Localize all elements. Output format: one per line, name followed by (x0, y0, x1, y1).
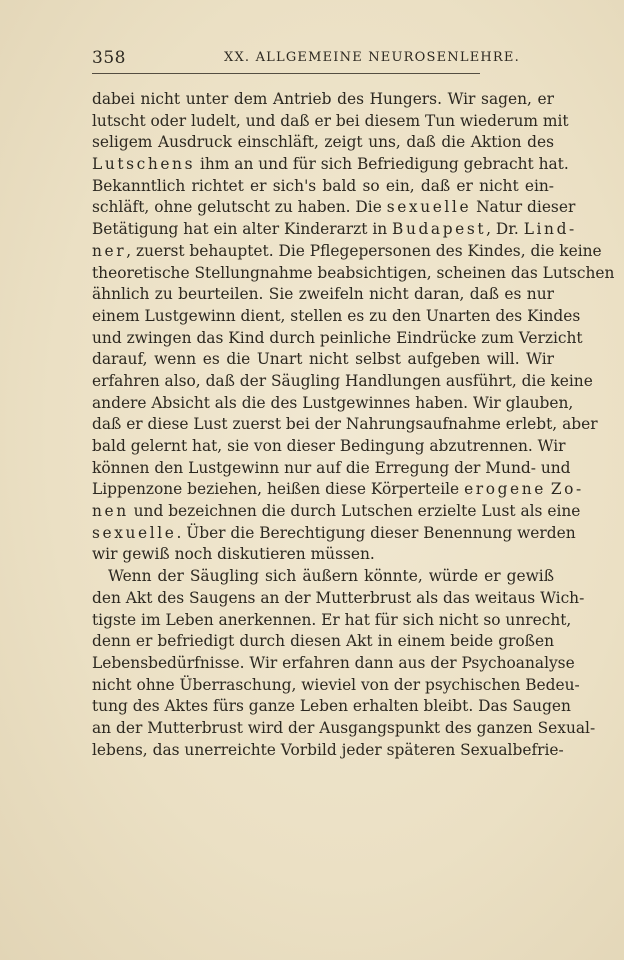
text-line: seligem Ausdruck einschläft, zeigt uns, daß die Aktion des (92, 133, 554, 152)
text-line: Betätigung hat ein alter Kinderarzt in Budapest, Dr. Lind- (92, 220, 577, 239)
text-line: wir gewiß noch diskutieren müssen. (92, 545, 375, 564)
text-line: können den Lustgewinn nur auf die Erregung der Mund- und (92, 458, 571, 477)
text-line: tigste im Leben anerkennen. Er hat für sich nicht so unrecht, (92, 610, 572, 629)
text-line: schläft, ohne gelutscht zu haben. Die sexuelle Natur dieser (92, 198, 576, 217)
text-line: den Akt des Saugens an der Mutterbrust als das weitaus Wich- (92, 588, 585, 607)
text-line: sexuelle. Über die Berechtigung dieser Benennung werden (92, 523, 576, 542)
text-line: ner, zuerst behauptet. Die Pflegepersonen des Kindes, die keine (92, 241, 602, 260)
header-rule (92, 73, 480, 74)
running-head: XX. ALLGEMEINE NEUROSENLEHRE. (224, 50, 520, 65)
text-line: tung des Aktes fürs ganze Leben erhalten bleibt. Das Saugen (92, 697, 571, 716)
text-line: nen und bezeichnen die durch Lutschen erzielte Lust als eine (92, 502, 581, 521)
body-text (92, 89, 615, 761)
text-line: darauf, wenn es die Unart nicht selbst aufgeben will. Wir (92, 350, 554, 369)
text-line: nicht ohne Überraschung, wieviel von der psychischen Bedeu- (92, 675, 580, 694)
text-line: lutscht oder ludelt, und daß er bei diesem Tun wiederum mit (92, 111, 569, 130)
text-line: andere Absicht als die des Lustgewinnes haben. Wir glauben, (92, 393, 574, 412)
text-line: erfahren also, daß der Säugling Handlungen ausführt, die keine (92, 371, 593, 390)
text-line: Lippenzone beziehen, heißen diese Körperteile erogene Zo- (92, 480, 584, 499)
text-line: Bekanntlich richtet er sich's bald so ein, daß er nicht ein- (92, 176, 554, 195)
paragraph-start-line: Wenn der Säugling sich äußern könnte, würde er gewiß (108, 567, 554, 586)
text-line: Lutschens ihm an und für sich Befriedigung gebracht hat. (92, 155, 569, 174)
text-line: einem Lustgewinn dient, stellen es zu den Unarten des Kindes (92, 306, 581, 325)
text-line: denn er befriedigt durch diesen Akt in einem beide großen (92, 632, 554, 651)
text-line: bald gelernt hat, sie von dieser Bedingung abzutrennen. Wir (92, 437, 566, 455)
text-line: theoretische Stellungnahme beabsichtigen, scheinen das Lutschen (92, 263, 615, 282)
text-line: und zwingen das Kind durch peinliche Eindrücke zum Verzicht (92, 328, 583, 347)
page-header (92, 48, 554, 72)
text-line: dabei nicht unter dem Antrieb des Hungers. Wir sagen, er (92, 90, 554, 108)
text-line: ähnlich zu beurteilen. Sie zweifeln nicht daran, daß es nur (92, 285, 554, 304)
text-line: an der Mutterbrust wird der Ausgangspunkt des ganzen Sexual- (92, 718, 596, 737)
page-number: 358 (92, 48, 126, 68)
text-line: daß er diese Lust zuerst bei der Nahrungsaufnahme erlebt, aber (92, 415, 598, 434)
text-line: Lebensbedürfnisse. Wir erfahren dann aus der Psychoanalyse (92, 653, 575, 672)
text-line: lebens, das unerreichte Vorbild jeder späteren Sexualbefrie- (92, 740, 564, 759)
